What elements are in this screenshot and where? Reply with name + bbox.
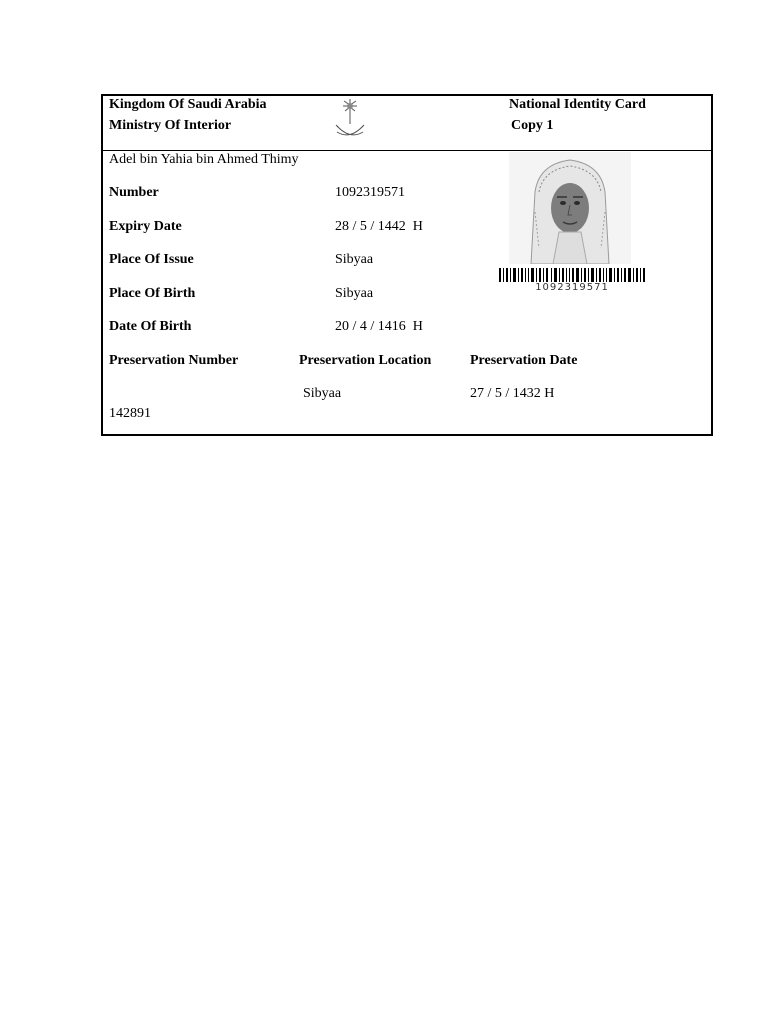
date-of-birth-value: 20 / 4 / 1416 H <box>335 319 423 334</box>
date-of-birth-label: Date Of Birth <box>109 319 192 334</box>
card-title: National Identity Card <box>509 97 646 112</box>
number-value: 1092319571 <box>335 185 405 200</box>
ministry-name: Ministry Of Interior <box>109 118 232 133</box>
number-label: Number <box>109 185 159 200</box>
place-of-birth-value: Sibyaa <box>335 286 374 301</box>
copy-label: Copy 1 <box>511 118 554 133</box>
preservation-date-label: Preservation Date <box>470 353 578 368</box>
photo-block <box>491 152 649 294</box>
header-divider <box>103 150 711 151</box>
preservation-location-label: Preservation Location <box>299 353 432 368</box>
preservation-number-label: Preservation Number <box>109 353 239 368</box>
barcode-number: 1092319571 <box>535 282 609 293</box>
holder-name: Adel bin Yahia bin Ahmed Thimy <box>109 152 299 167</box>
identity-card <box>101 94 713 436</box>
preservation-location-value: Sibyaa <box>303 386 342 401</box>
place-of-birth-label: Place Of Birth <box>109 286 196 301</box>
place-of-issue-value: Sibyaa <box>335 252 374 267</box>
expiry-date-value: 28 / 5 / 1442 H <box>335 219 423 234</box>
preservation-number-value: 142891 <box>109 406 151 421</box>
holder-photo <box>509 152 631 264</box>
expiry-date-label: Expiry Date <box>109 219 182 234</box>
preservation-date-value: 27 / 5 / 1432 H <box>470 386 555 401</box>
barcode <box>497 268 647 282</box>
place-of-issue-label: Place Of Issue <box>109 252 194 267</box>
country-name: Kingdom Of Saudi Arabia <box>109 97 267 112</box>
saudi-emblem-icon <box>333 98 367 142</box>
